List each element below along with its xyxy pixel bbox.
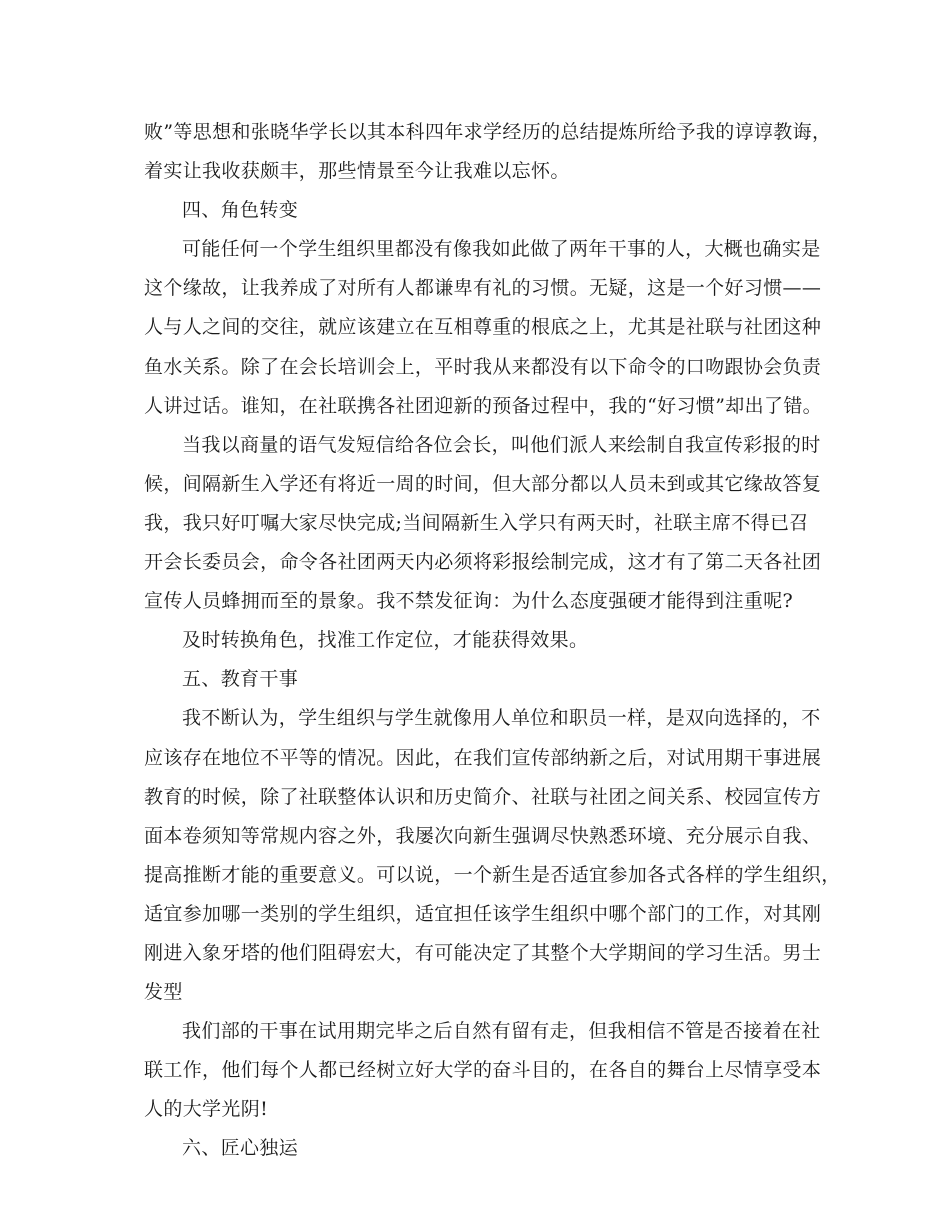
text-line: 人讲过话。谁知，在社联携各社团迎新的预备过程中，我的“好习惯”却出了错。	[144, 394, 823, 417]
text-line: 我，我只好叮嘱大家尽快完成;当间隔新生入学只有两天时，社联主席不得已召	[144, 511, 809, 534]
text-line: 败”等思想和张晓华学长以其本科四年求学经历的总结提炼所给予我的谆谆教诲，	[144, 121, 832, 143]
text-line: 教育的时候，除了社联整体认识和历史简介、社联与社团之间关系、校园宣传方	[144, 785, 822, 808]
text-line: 我们部的干事在试用期完毕之后自然有留有走，但我相信不管是否接着在社	[182, 1020, 821, 1043]
text-line: 当我以商量的语气发短信给各位会长，叫他们派人来绘制自我宣传彩报的时	[182, 433, 821, 456]
text-line: 人的大学光阴!	[144, 1098, 269, 1121]
text-line: 候，间隔新生入学还有将近一周的时间，但大部分都以人员未到或其它缘故答复	[144, 472, 822, 495]
text-line: 着实让我收获颇丰，那些情景至今让我难以忘怀。	[144, 160, 570, 183]
text-line: 宣传人员蜂拥而至的景象。我不禁发征询：为什么态度强硬才能得到注重呢?	[144, 590, 794, 613]
text-line: 发型	[144, 981, 183, 1004]
text-line: 可能任何一个学生组织里都没有像我如此做了两年干事的人，大概也确实是	[182, 238, 821, 261]
text-line: 我不断认为，学生组织与学生就像用人单位和职员一样，是双向选择的，不	[182, 707, 821, 730]
text-line: 及时转换角色，找准工作定位，才能获得效果。	[182, 629, 589, 652]
text-line: 鱼水关系。除了在会长培训会上，平时我从来都没有以下命令的口吻跟协会负责	[144, 355, 822, 378]
text-line: 应该存在地位不平等的情况。因此，在我们宣传部纳新之后，对试用期干事进展	[144, 746, 822, 769]
text-line: 联工作，他们每个人都已经树立好大学的奋斗目的，在各自的舞台上尽情享受本	[144, 1059, 822, 1082]
text-line: 这个缘故，让我养成了对所有人都谦卑有礼的习惯。无疑，这是一个好习惯——	[144, 277, 822, 300]
text-line: 人与人之间的交往，就应该建立在互相尊重的根底之上，尤其是社联与社团这种	[144, 316, 822, 339]
text-line: 开会长委员会，命令各社团两天内必须将彩报绘制完成，这才有了第二天各社团	[144, 551, 822, 574]
section-heading: 四、角色转变	[182, 199, 299, 222]
text-line: 面本卷须知等常规内容之外，我屡次向新生强调尽快熟悉环境、充分展示自我、	[144, 824, 822, 847]
text-line: 适宜参加哪一类别的学生组织，适宜担任该学生组织中哪个部门的工作，对其刚	[144, 902, 822, 925]
text-line: 提高推断才能的重要意义。可以说，一个新生是否适宜参加各式各样的学生组织，	[144, 863, 841, 886]
text-line: 刚进入象牙塔的他们阻碍宏大，有可能决定了其整个大学期间的学习生活。男士	[144, 941, 822, 964]
document-body	[144, 113, 841, 1169]
section-heading: 五、教育干事	[182, 668, 299, 691]
section-heading: 六、匠心独运	[182, 1137, 299, 1160]
